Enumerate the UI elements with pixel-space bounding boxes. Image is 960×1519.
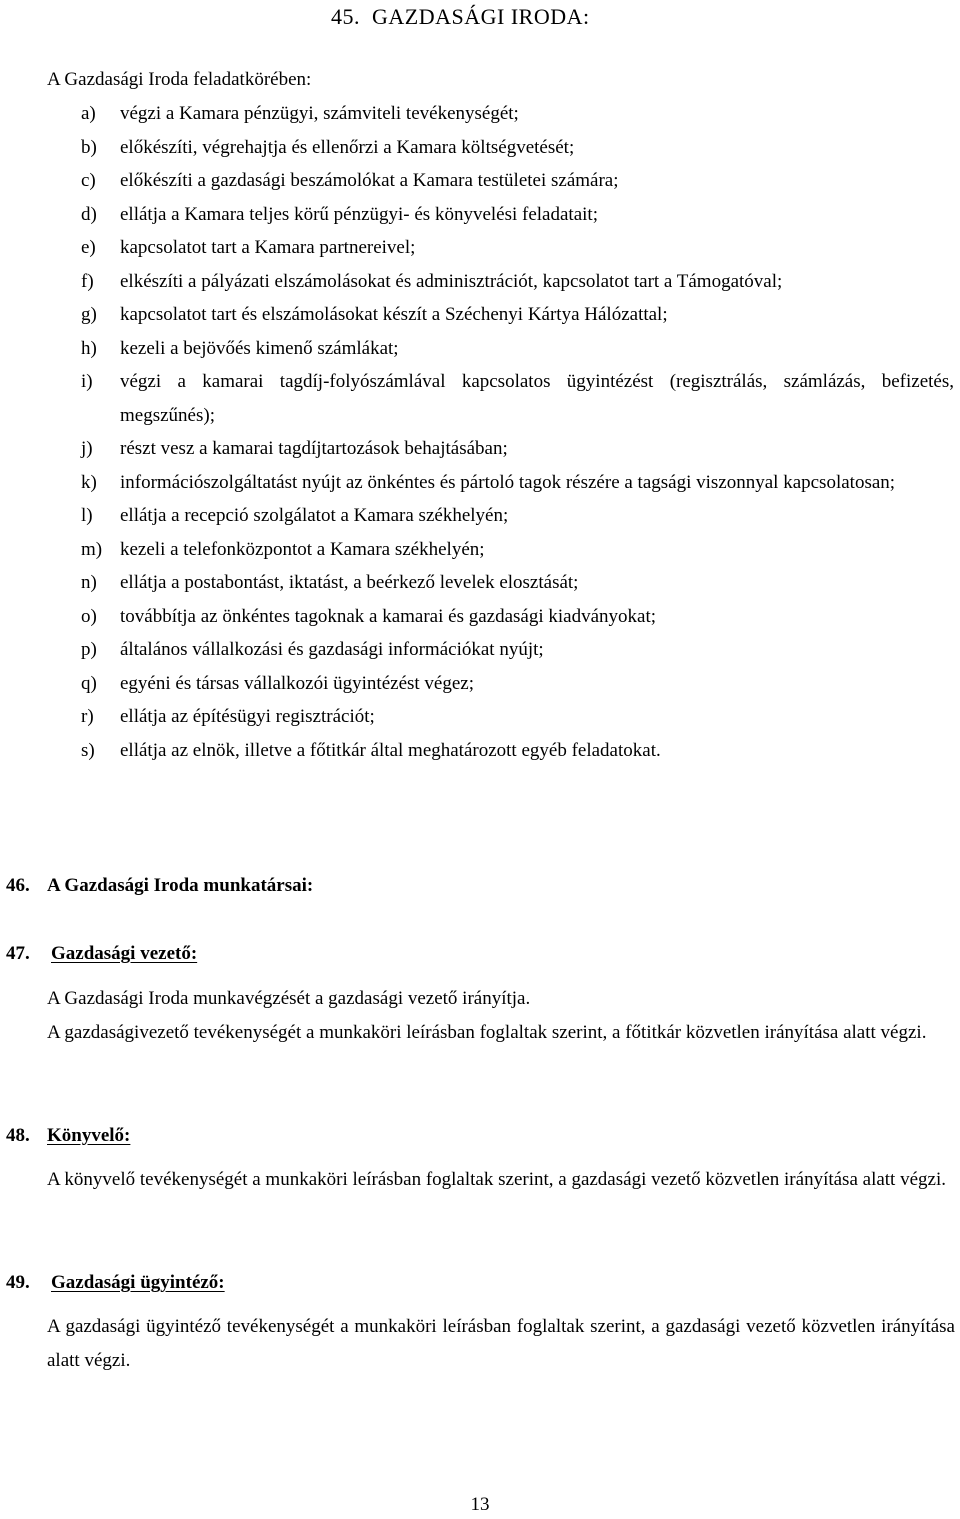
list-item-letter: e): [81, 237, 96, 258]
list-item: [0, 533, 960, 567]
list-item: [0, 499, 960, 533]
list-item: [0, 432, 960, 466]
list-item: [0, 667, 960, 701]
list-item: [0, 466, 960, 500]
list-item-text: ellátja a postabontást, iktatást, a beérkező levelek elosztását;: [120, 572, 579, 593]
list-item: [0, 131, 960, 165]
section-number: 45.: [331, 4, 360, 29]
list-item: [0, 600, 960, 634]
section-number: 48.: [6, 1125, 30, 1146]
list-item: [0, 97, 960, 131]
list-item-text: ellátja a Kamara teljes körű pénzügyi- és könyvelési feladatait;: [120, 203, 598, 225]
list-item-letter: k): [81, 471, 97, 493]
list-item-letter: j): [81, 438, 93, 459]
paragraph: A gazdaságivezető tevékenységét a munkaköri leírásban foglaltak szerint, a főtitkár közvetlen irányítása alatt végzi.: [47, 1022, 927, 1043]
list-item: [0, 566, 960, 600]
list-item-text: végzi a Kamara pénzügyi, számviteli tevékenységét;: [120, 103, 519, 124]
list-item-text: kapcsolatot tart és elszámolásokat készít a Széchenyi Kártya Hálózattal;: [120, 304, 668, 325]
list-item: [0, 365, 960, 432]
list-item-letter: r): [81, 706, 94, 727]
list-item-letter: c): [81, 170, 96, 191]
list-item: [0, 700, 960, 734]
task-list: [0, 97, 960, 767]
section-number: 47.: [6, 943, 30, 964]
intro-text: A Gazdasági Iroda feladatkörében:: [47, 69, 312, 90]
list-item: [0, 633, 960, 667]
list-item: [0, 198, 960, 232]
list-item-text: általános vállalkozási és gazdasági információkat nyújt;: [120, 639, 544, 660]
section-title: Gazdasági vezető:: [51, 943, 198, 964]
list-item-letter: g): [81, 304, 97, 325]
list-item: [0, 332, 960, 366]
list-item-text: ellátja a recepció szolgálatot a Kamara székhelyén;: [120, 505, 509, 526]
section-number: 49.: [6, 1272, 30, 1293]
paragraph: A Gazdasági Iroda munkavégzését a gazdasági vezető irányítja.: [47, 988, 531, 1009]
paragraph: A könyvelő tevékenységét a munkaköri leírásban foglaltak szerint, a gazdasági vezető közvetlen irányítása alatt végzi.: [47, 1169, 946, 1190]
list-item-letter: h): [81, 337, 97, 359]
list-item-text: ellátja az elnök, illetve a főtitkár által meghatározott egyéb feladatokat.: [120, 739, 661, 761]
section-heading-49: [6, 1266, 225, 1300]
section-number: 46.: [6, 875, 30, 896]
page-number: 13: [470, 1494, 490, 1515]
list-item-text: kezeli a bejövőés kimenő számlákat;: [120, 337, 399, 359]
list-item-text: kapcsolatot tart a Kamara partnereivel;: [120, 237, 416, 258]
list-item-text: kezeli a telefonközpontot a Kamara székhelyén;: [120, 538, 485, 560]
paragraph: A gazdasági ügyintéző tevékenységét a munkaköri leírásban foglaltak szerint, a gazdasági vezető közvetlen irányítása alatt végzi.: [47, 1316, 955, 1371]
list-item: [0, 231, 960, 265]
list-item-letter: i): [81, 371, 93, 392]
list-item-letter: p): [81, 639, 97, 660]
list-item-letter: l): [81, 505, 93, 526]
list-item-letter: f): [81, 270, 94, 292]
section-title: GAZDASÁGI IRODA:: [372, 4, 590, 29]
section-heading-47: [6, 937, 197, 971]
list-item-letter: o): [81, 605, 97, 627]
list-item-text: előkészíti a gazdasági beszámolókat a Kamara testületei számára;: [120, 170, 619, 191]
list-item-text: továbbítja az önkéntes tagoknak a kamarai és gazdasági kiadványokat;: [120, 605, 657, 627]
list-item-text: előkészíti, végrehajtja és ellenőrzi a Kamara költségvetését;: [120, 136, 575, 158]
section-heading-46: [6, 869, 313, 903]
list-item: [0, 164, 960, 198]
list-item-letter: n): [81, 572, 97, 593]
list-item-letter: m): [81, 538, 103, 560]
section-heading-45: [331, 2, 590, 32]
list-item: [0, 298, 960, 332]
list-item-text: ellátja az építésügyi regisztrációt;: [120, 706, 375, 727]
list-item-text: elkészíti a pályázati elszámolásokat és adminisztrációt, kapcsolatot tart a Támogatóval;: [120, 270, 783, 292]
list-item-letter: a): [81, 103, 96, 124]
list-item-text: egyéni és társas vállalkozói ügyintézést végez;: [120, 672, 475, 694]
list-item: [0, 265, 960, 299]
section-heading-48: [6, 1119, 130, 1153]
list-item-text: végzi a kamarai tagdíj-folyószámlával kapcsolatos ügyintézést (regisztrálás, számlázás, befizetés, megszűnés);: [120, 371, 954, 426]
section-title: Gazdasági ügyintéző:: [51, 1272, 225, 1293]
list-item-text: információszolgáltatást nyújt az önkéntes és pártoló tagok részére a tagsági viszonnyal kapcsolatosan;: [120, 471, 896, 493]
list-item-letter: b): [81, 136, 97, 158]
list-item: [0, 734, 960, 768]
list-item-letter: d): [81, 203, 97, 225]
list-item-letter: s): [81, 739, 95, 761]
section-title: Könyvelő:: [47, 1125, 131, 1146]
section-title: A Gazdasági Iroda munkatársai:: [47, 875, 314, 896]
list-item-letter: q): [81, 672, 97, 694]
list-item-text: részt vesz a kamarai tagdíjtartozások behajtásában;: [120, 438, 508, 459]
